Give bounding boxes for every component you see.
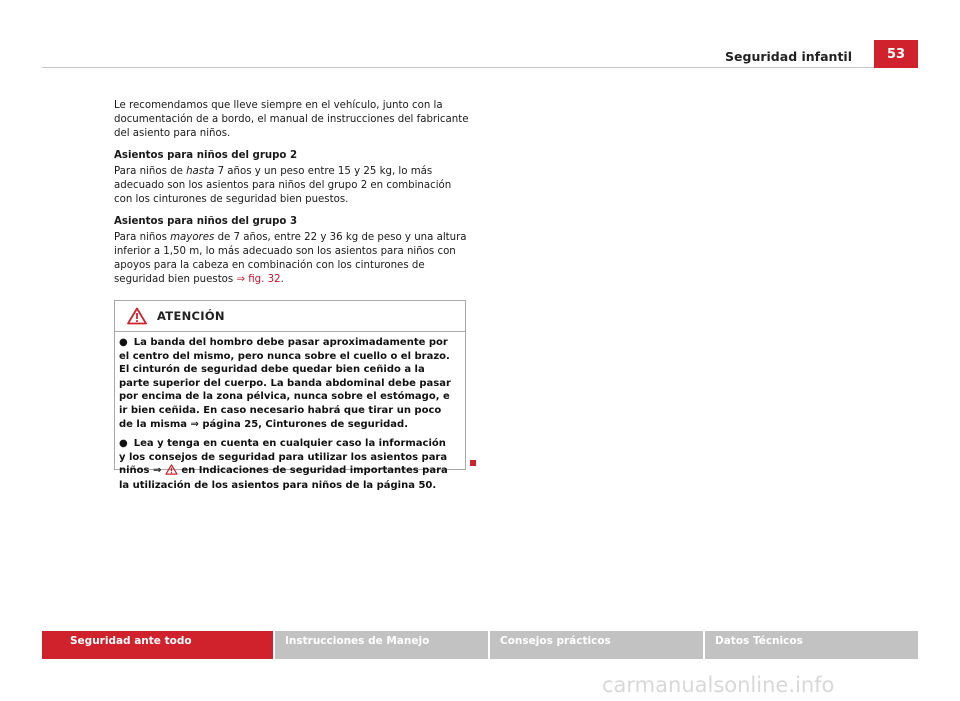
inline-warning-icon[interactable] [165, 466, 178, 477]
group3-text-before: Para niños [114, 232, 171, 243]
warning-item-1-text: La banda del hombro debe pasar aproximadamente por el centro del mismo, pero nunca sobre el cuello o el brazo. El cinturón de seguridad debe quedar bien ceñido a la parte superior del cuerpo. La banda abdominal debe pasar por encima de la zona pélvica, nunca sobre el estómago, e ir bien ceñida. En caso necesario habrá que tirar un poco de la misma ⇒ página 25, Cinturones de seguridad. [119, 337, 451, 430]
tab-seguridad-ante-todo[interactable]: Seguridad ante todo [42, 631, 273, 659]
group3-end: . [280, 274, 284, 285]
tab-consejos-practicos[interactable]: Consejos prácticos [488, 631, 703, 659]
warning-triangle-icon [127, 307, 147, 325]
warning-title: ATENCIÓN [157, 309, 225, 323]
watermark: carmanualsonline.info [602, 673, 835, 697]
group3-heading: Asientos para niños del grupo 3 [114, 216, 298, 227]
group2-heading: Asientos para niños del grupo 2 [114, 150, 298, 161]
section-title: Seguridad infantil [725, 49, 852, 64]
warning-box [114, 300, 466, 491]
group3-emphasis: mayores [170, 232, 215, 243]
group2-text-after: 7 años y un peso entre 15 y 25 kg, lo más adecuado son los asientos para niños del grupo 2 en combinación con los cinturones de seguridad bien puestos. [114, 166, 452, 205]
group2-paragraph [114, 165, 470, 207]
warning-item-1 [119, 336, 455, 431]
footer-navigation [42, 631, 918, 659]
warning-item-2 [119, 437, 455, 492]
group2-text-before: Para niños de [114, 166, 187, 177]
bullet-icon: ● [119, 337, 128, 348]
group3-paragraph [114, 231, 470, 287]
tab-datos-tecnicos[interactable]: Datos Técnicos [703, 631, 918, 659]
main-content [114, 99, 470, 295]
warning-item-2-text-before: Lea y tenga en cuenta en cualquier caso la información y los consejos de seguridad para utilizar los asientos para niños ⇒ [119, 438, 448, 477]
tab-instrucciones-de-manejo[interactable]: Instrucciones de Manejo [273, 631, 488, 659]
group3-text-after: de 7 años, entre 22 y 36 kg de peso y una altura inferior a 1,50 m, lo más adecuado son los asientos para niños con apoyos para la cabeza en combinación con los cinturones de seguridad bien puestos [114, 232, 467, 285]
figure-link[interactable]: ⇒ fig. 32 [236, 274, 281, 285]
bullet-icon: ● [119, 438, 128, 450]
header-rule [42, 67, 876, 68]
group2-emphasis: hasta [186, 166, 215, 177]
page-number-badge: 53 [874, 40, 918, 68]
section-end-marker [470, 460, 476, 466]
warning-body [115, 332, 465, 493]
intro-paragraph: Le recomendamos que lleve siempre en el vehículo, junto con la documentación de a bordo, el manual de instrucciones del fabricante del asiento para niños. [114, 100, 469, 139]
warning-header [115, 301, 465, 332]
warning-item-2-text-after: en Indicaciones de seguridad importantes para la utilización de los asientos para niños de la página 50. [119, 465, 448, 491]
